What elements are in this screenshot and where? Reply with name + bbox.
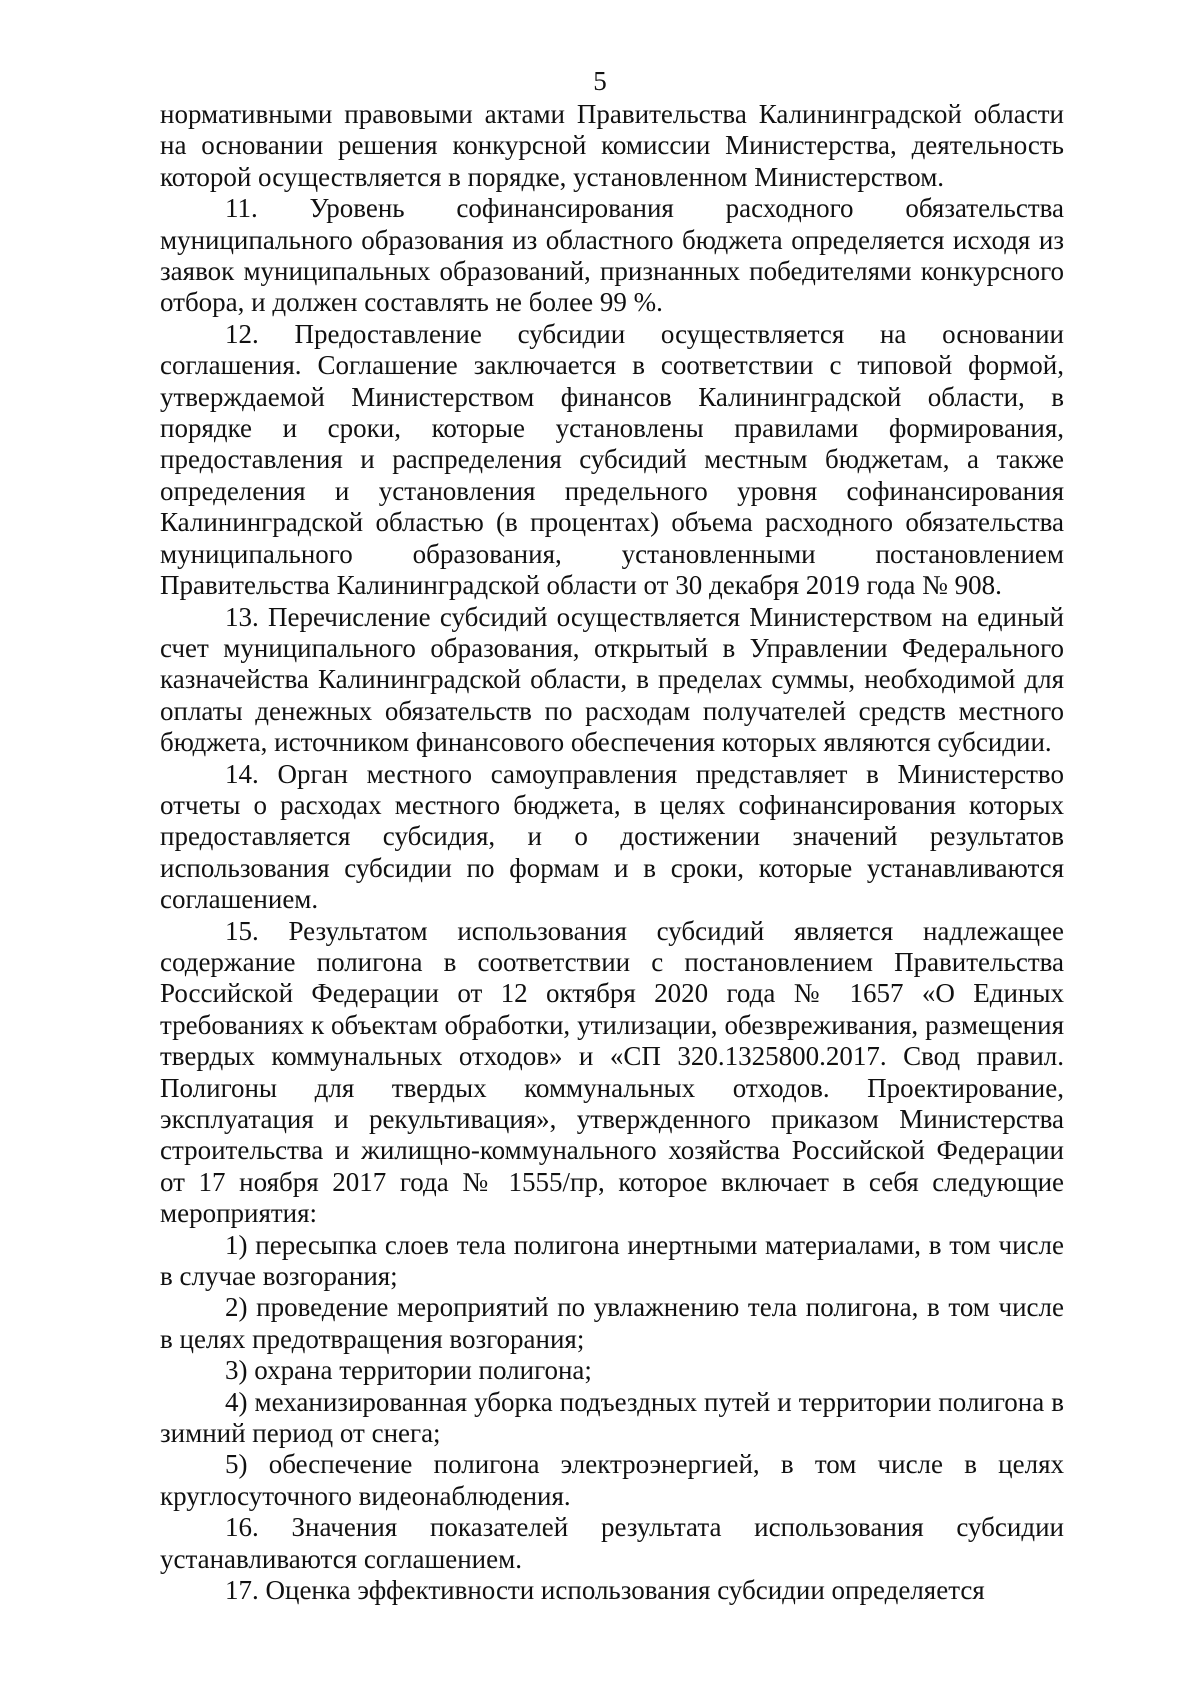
list-item-1: 1) пересыпка слоев тела полигона инертными материалами, в том числе в случае возгорания; bbox=[160, 1229, 1064, 1292]
paragraph-15: 15. Результатом использования субсидий является надлежащее содержание полигона в соответствии с постановлением Правительства Российской Федерации от 12 октября 2020 года № 1657 «О Единых требованиях к объектам обработки, утилизации, обезвреживания, размещения твердых коммунальных отходов» и «СП 320.1325800.2017. Свод правил. Полигоны для твердых коммунальных отходов. Проектирование, эксплуатация и рекультивация», утвержденного приказом Министерства строительства и жилищно-коммунального хозяйства Российской Федерации от 17 ноября 2017 года № 1555/пр, которое включает в себя следующие мероприятия: bbox=[160, 915, 1064, 1229]
page-number: 5 bbox=[593, 66, 607, 96]
paragraph-13: 13. Перечисление субсидий осуществляется Министерством на единый счет муниципального образования, открытый в Управлении Федерального казначейства Калининградской области, в пределах суммы, необходимой для оплаты денежных обязательств по расходам получателей средств местного бюджета, источником финансового обеспечения которых являются субсидии. bbox=[160, 601, 1064, 758]
list-item-2: 2) проведение мероприятий по увлажнению тела полигона, в том числе в целях предотвращения возгорания; bbox=[160, 1292, 1064, 1354]
paragraph-16: 16. Значения показателей результата использования субсидии устанавливаются соглашением. bbox=[160, 1512, 1064, 1574]
list-item-5: 5) обеспечение полигона электроэнергией, в том числе в целях круглосуточного видеонаблюдения. bbox=[160, 1449, 1064, 1511]
paragraph-continuation: нормативными правовыми актами Правительства Калининградской области на основании решения конкурсной комиссии Министерства, деятельность которой осуществляется в порядке, установленном Министерством. bbox=[160, 99, 1064, 192]
paragraph-14: 14. Орган местного самоуправления представляет в Министерство отчеты о расходах местного бюджета, в целях софинансирования которых предоставляется субсидия, и о достижении значений результатов использования субсидии по формам и в сроки, которые устанавливаются соглашением. bbox=[160, 758, 1064, 915]
list-item-3: 3) охрана территории полигона; bbox=[225, 1355, 592, 1386]
list-item-4: 4) механизированная уборка подъездных путей и территории полигона в зимний период от снега; bbox=[160, 1386, 1064, 1449]
paragraph-12: 12. Предоставление субсидии осуществляется на основании соглашения. Соглашение заключается в соответствии с типовой формой, утверждаемой Министерством финансов Калининградской области, в порядке и сроки, которые установлены правилами формирования, предоставления и распределения субсидий местным бюджетам, а также определения и установления предельного уровня софинансирования Калининградской областью (в процентах) объема расходного обязательства муниципального образования, установленными постановлением Правительства Калининградской области от 30 декабря 2019 года № 908. bbox=[160, 318, 1064, 601]
paragraph-17: 17. Оценка эффективности использования субсидии определяется bbox=[225, 1575, 985, 1606]
document-body bbox=[160, 99, 1064, 1607]
paragraph-11: 11. Уровень софинансирования расходного обязательства муниципального образования из областного бюджета определяется исходя из заявок муниципальных образований, признанных победителями конкурсного отбора, и должен составлять не более 99 %. bbox=[160, 193, 1064, 318]
